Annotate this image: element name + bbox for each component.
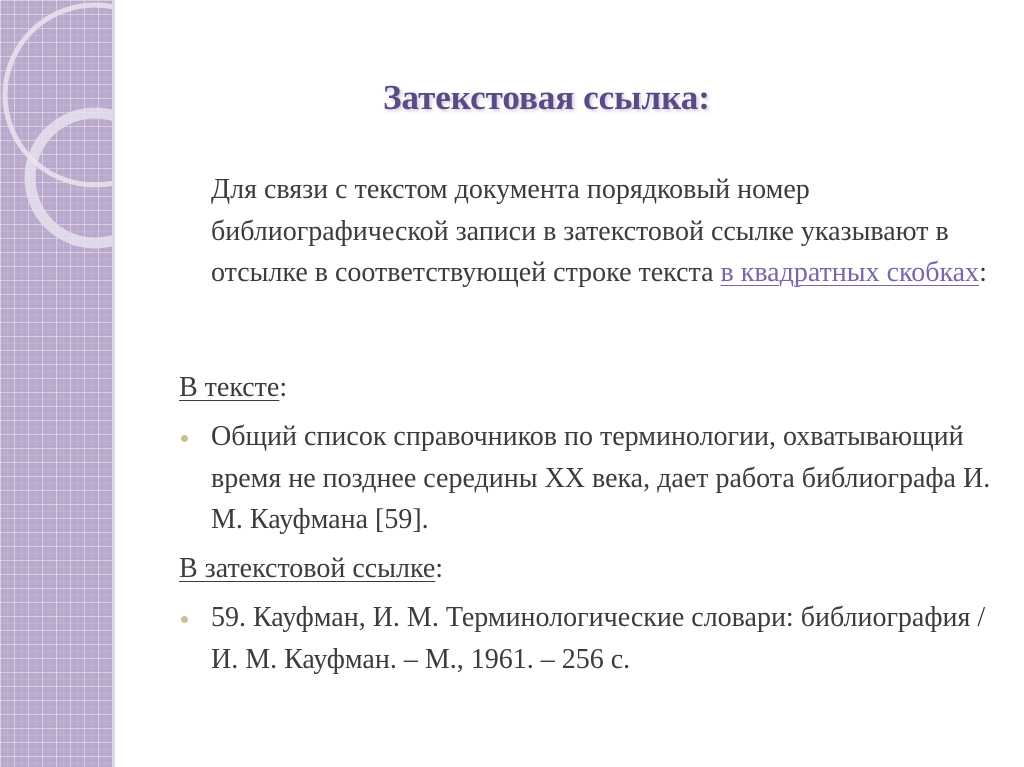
bullet-dot-icon <box>181 616 188 623</box>
sidebar-divider <box>112 0 115 767</box>
heading-in-footnote-label: В затекстовой ссылке <box>179 553 436 584</box>
heading-in-text-colon: : <box>279 372 288 403</box>
intro-colon: : <box>979 257 987 288</box>
bullet-item-footnote: 59. Кауфман, И. М. Терминологические словари: библиография / И. М. Кауфман. – М., 1961. – 256 с. <box>211 602 986 675</box>
heading-in-text <box>179 367 287 408</box>
heading-in-footnote <box>179 548 443 589</box>
decorative-sidebar <box>0 0 112 767</box>
heading-in-text-label: В тексте <box>179 372 280 403</box>
square-brackets-link[interactable]: в квадратных скобках <box>720 257 980 288</box>
heading-in-footnote-colon: : <box>435 553 444 584</box>
bullet-dot-icon <box>181 435 188 442</box>
slide-title: Затекстовая ссылка: <box>383 78 710 117</box>
decorative-rings-icon <box>0 0 112 767</box>
intro-paragraph <box>211 169 991 294</box>
intro-text: Для связи с текстом документа порядковый номер библиографической записи в затекстовой ссылке указывают в отсылке в соответствующей строке текста <box>211 174 949 288</box>
bullet-item-in-text: Общий список справочников по терминологии, охватывающий время не позднее середины XX века, дает работа библиографа И. М. Кауфмана [59]. <box>211 421 991 535</box>
